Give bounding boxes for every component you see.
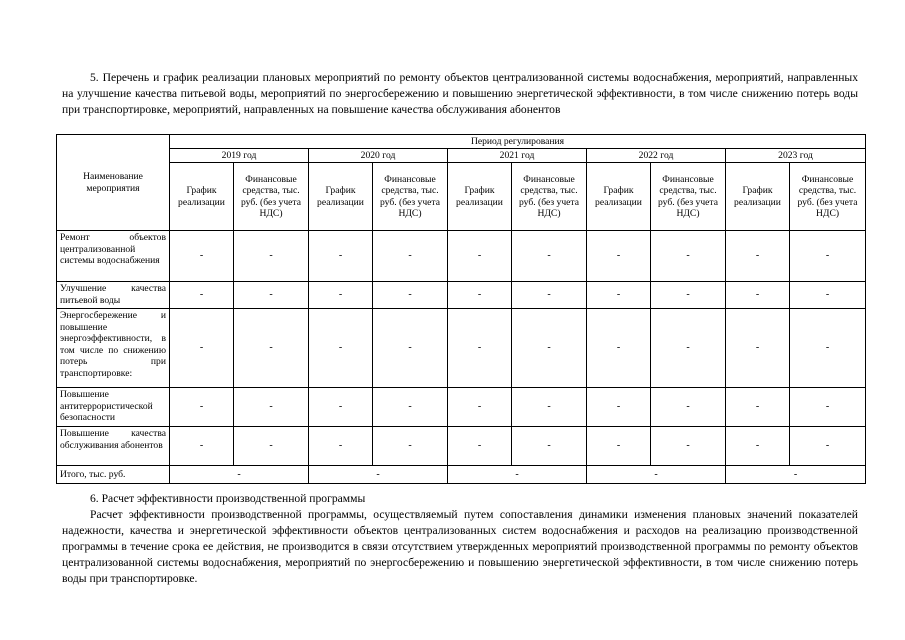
schedule-subheader: График реализации — [448, 163, 512, 231]
year-header: 2022 год — [587, 149, 726, 163]
schedule-cell: - — [448, 282, 512, 309]
schedule-cell: - — [309, 427, 373, 466]
finance-cell: - — [512, 388, 587, 427]
total-year-cell: - — [587, 466, 726, 484]
total-year-cell: - — [309, 466, 448, 484]
schedule-cell: - — [726, 231, 790, 282]
schedule-subheader: График реализации — [587, 163, 651, 231]
schedule-cell: - — [587, 427, 651, 466]
schedule-cell: - — [309, 231, 373, 282]
activity-name-cell: Улучшение качества питьевой воды — [57, 282, 170, 309]
finance-cell: - — [512, 309, 587, 388]
total-year-cell: - — [170, 466, 309, 484]
finance-subheader: Финансовые средства, тыс. руб. (без учета НДС) — [790, 163, 866, 231]
finance-cell: - — [373, 231, 448, 282]
year-header: 2020 год — [309, 149, 448, 163]
schedule-cell: - — [726, 282, 790, 309]
schedule-cell: - — [170, 388, 234, 427]
schedule-cell: - — [448, 231, 512, 282]
schedule-subheader: График реализации — [309, 163, 373, 231]
total-year-cell: - — [726, 466, 866, 484]
finance-cell: - — [512, 231, 587, 282]
activity-name-cell: Повышение качества обслуживания абонентов — [57, 427, 170, 466]
schedule-subheader: График реализации — [726, 163, 790, 231]
finance-cell: - — [373, 388, 448, 427]
finance-subheader: Финансовые средства, тыс. руб. (без учета НДС) — [651, 163, 726, 231]
finance-cell: - — [234, 282, 309, 309]
schedule-cell: - — [726, 427, 790, 466]
schedule-cell: - — [726, 388, 790, 427]
year-header: 2019 год — [170, 149, 309, 163]
schedule-cell: - — [587, 282, 651, 309]
finance-cell: - — [651, 427, 726, 466]
table-row — [57, 231, 866, 282]
finance-cell: - — [651, 231, 726, 282]
section-6-heading: 6. Расчет эффективности производственной программы — [90, 492, 366, 505]
finance-subheader: Финансовые средства, тыс. руб. (без учета НДС) — [373, 163, 448, 231]
schedule-cell: - — [170, 282, 234, 309]
schedule-cell: - — [448, 309, 512, 388]
finance-subheader: Финансовые средства, тыс. руб. (без учета НДС) — [234, 163, 309, 231]
finance-cell: - — [790, 309, 866, 388]
schedule-cell: - — [726, 309, 790, 388]
activity-name-cell: Повышение антитеррористической безопасности — [57, 388, 170, 427]
table-row — [57, 282, 866, 309]
schedule-cell: - — [170, 309, 234, 388]
finance-cell: - — [512, 282, 587, 309]
finance-cell: - — [651, 309, 726, 388]
table-row — [57, 388, 866, 427]
activity-name-cell: Энергосбережение и повышение энергоэффективности, в том числе по снижению потерь при транспортировке: — [57, 309, 170, 388]
finance-cell: - — [512, 427, 587, 466]
section-5-paragraph: 5. Перечень и график реализации плановых мероприятий по ремонту объектов централизованной системы водоснабжения, мероприятий, направленных на улучшение качества питьевой воды, мероприятий по энергосбережению и повышению энергетической эффективности, в том числе снижению потерь воды при транспортировке, мероприятий, направленных на повышение качества обслуживания абонентов — [62, 71, 858, 116]
schedule-cell: - — [309, 388, 373, 427]
period-header: Период регулирования — [170, 135, 866, 149]
activities-table — [56, 134, 866, 484]
year-header: 2021 год — [448, 149, 587, 163]
finance-cell: - — [790, 388, 866, 427]
activity-name-cell: Ремонт объектов централизованной системы водоснабжения — [57, 231, 170, 282]
name-column-header: Наименование мероприятия — [57, 135, 170, 231]
finance-cell: - — [790, 282, 866, 309]
schedule-cell: - — [309, 309, 373, 388]
schedule-cell: - — [587, 231, 651, 282]
total-label: Итого, тыс. руб. — [57, 466, 170, 484]
finance-cell: - — [651, 388, 726, 427]
finance-cell: - — [234, 309, 309, 388]
schedule-cell: - — [587, 388, 651, 427]
schedule-cell: - — [309, 282, 373, 309]
finance-cell: - — [790, 427, 866, 466]
finance-cell: - — [234, 231, 309, 282]
table-row — [57, 427, 866, 466]
finance-subheader: Финансовые средства, тыс. руб. (без учета НДС) — [512, 163, 587, 231]
total-row — [57, 466, 866, 484]
section-6-paragraph: Расчет эффективности производственной программы, осуществляемый путем сопоставления динамики изменения плановых значений показателей надежности, качества и энергетической эффективности объектов централизованных систем водоснабжения и расходов на реализацию производственной программы в течение срока ее действия, не производится в связи отсутствием утвержденных мероприятий производственной программы по ремонту объектов централизованной системы водоснабжения, мероприятий по энергосбережению и повышению энергетической эффективности, в том числе снижению потерь воды при транспортировке. — [62, 508, 858, 585]
schedule-subheader: График реализации — [170, 163, 234, 231]
schedule-cell: - — [170, 231, 234, 282]
table-row — [57, 309, 866, 388]
year-header: 2023 год — [726, 149, 866, 163]
finance-cell: - — [234, 388, 309, 427]
finance-cell: - — [651, 282, 726, 309]
schedule-cell: - — [448, 388, 512, 427]
schedule-cell: - — [448, 427, 512, 466]
schedule-cell: - — [170, 427, 234, 466]
finance-cell: - — [790, 231, 866, 282]
total-year-cell: - — [448, 466, 587, 484]
schedule-cell: - — [587, 309, 651, 388]
finance-cell: - — [234, 427, 309, 466]
finance-cell: - — [373, 427, 448, 466]
finance-cell: - — [373, 309, 448, 388]
finance-cell: - — [373, 282, 448, 309]
